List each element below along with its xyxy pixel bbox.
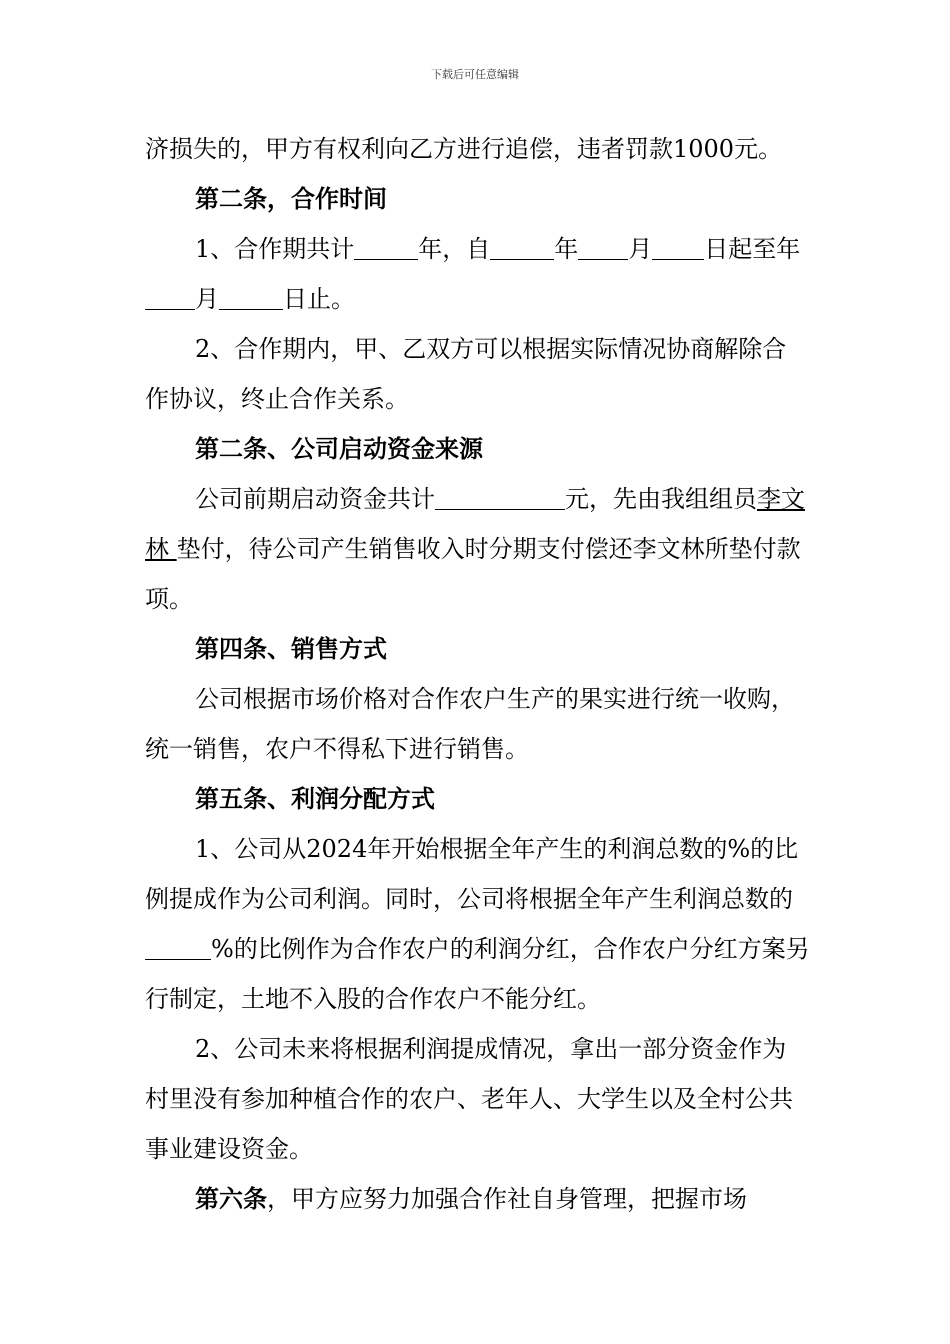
- text-segment: 年: [554, 235, 579, 263]
- text-segment: 日起至年: [704, 235, 801, 263]
- blank-amount: [435, 483, 565, 510]
- heading-cooperation-time: 第二条，合作时间: [195, 184, 387, 213]
- text-segment: %的比例作为合作农户的利润分红，合作农户分红方案另行制定，土地不入股的合作农户不能分红。: [145, 935, 810, 1013]
- text-segment: 日止。: [283, 285, 355, 313]
- paragraph-penalty: 济损失的，甲方有权利向乙方进行追偿，违者罚款1000元。: [145, 135, 783, 163]
- text-segment: 公司前期启动资金共计: [195, 485, 435, 513]
- text-segment: 月: [195, 285, 219, 313]
- document-body: [145, 124, 810, 1224]
- heading-startup-funds: 第二条、公司启动资金来源: [195, 434, 483, 463]
- blank-percentage: [145, 933, 211, 960]
- paragraph-sales-method: 公司根据市场价格对合作农户生产的果实进行统一收购，统一销售，农户不得私下进行销售。: [145, 685, 795, 763]
- text-segment: 垫付，待公司产生销售收入时分期支付偿还李文林所垫付款项。: [145, 535, 801, 613]
- paragraph-termination: 2、合作期内，甲、乙双方可以根据实际情况协商解除合作协议，终止合作关系。: [145, 335, 787, 413]
- heading-profit-distribution: 第五条、利润分配方式: [195, 784, 435, 813]
- paragraph-cooperation-period: [145, 224, 810, 324]
- text-segment: 元，先由我组组员: [565, 485, 757, 513]
- paragraph-startup-funds: [145, 474, 810, 624]
- paragraph-public-funds: 2、公司未来将根据利润提成情况，拿出一部分资金作为村里没有参加种植合作的农户、老年人、大学生以及全村公共事业建设资金。: [145, 1035, 793, 1163]
- text-segment: 1、合作期共计: [195, 235, 355, 263]
- paragraph-profit-share: [145, 824, 810, 1024]
- text-segment: 月: [628, 235, 653, 263]
- blank-end-day: [219, 283, 283, 310]
- blank-start-month: [578, 233, 628, 260]
- text-segment: 1、公司从2024年开始根据全年产生的利润总数的%的比例提成作为公司利润。同时，公司将根据全年产生利润总数的: [145, 835, 799, 913]
- blank-start-year: [490, 233, 554, 260]
- text-segment: ，甲方应努力加强合作社自身管理，把握市场: [267, 1185, 747, 1213]
- heading-sales-method: 第四条、销售方式: [195, 634, 387, 663]
- member-name: 李文林: [145, 485, 805, 563]
- blank-years: [354, 233, 418, 260]
- blank-end-month: [145, 283, 195, 310]
- blank-start-day: [652, 233, 704, 260]
- paragraph-article-six: [145, 1174, 810, 1224]
- text-segment: 年，自: [418, 235, 491, 263]
- article-six-label: 第六条: [195, 1184, 267, 1213]
- page-header: 下载后可任意编辑: [431, 68, 519, 81]
